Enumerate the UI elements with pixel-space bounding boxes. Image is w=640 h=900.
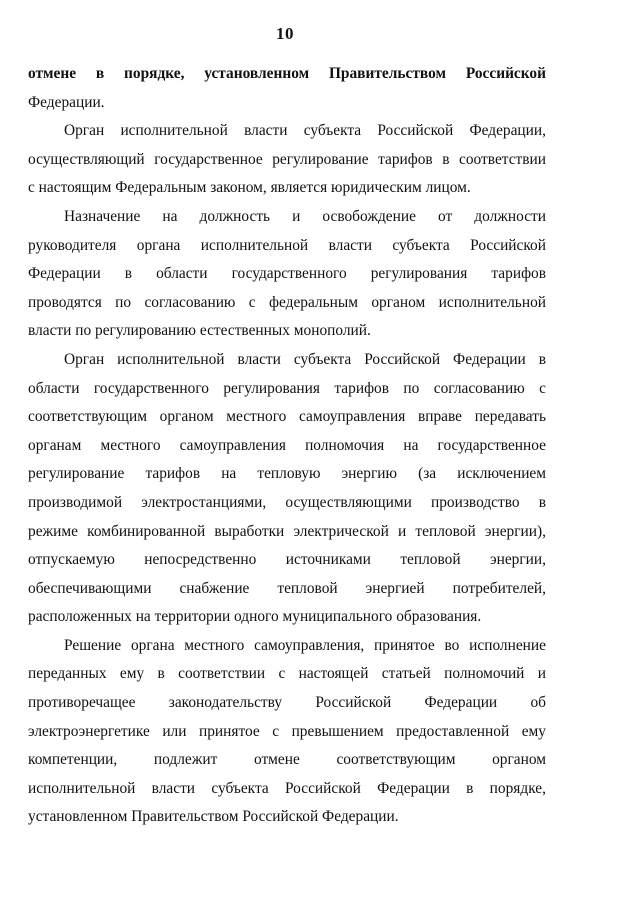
text-line: режиме комбинированной выработки электрической и тепловой энергии), [28, 522, 546, 540]
text-line: переданных ему в соответствии с настоящей статьей полномочий и [28, 665, 546, 683]
text-line: проводятся по согласованию с федеральным органом исполнительной [28, 293, 546, 311]
text-line: расположенных на территории одного муниципального образования. [28, 608, 482, 626]
text-line: органам местного самоуправления полномочия на государственное [28, 436, 546, 454]
text-line: Назначение на должность и освобождение от должности [64, 207, 546, 225]
page-number: 10 [276, 24, 294, 43]
text-line: Решение органа местного самоуправления, принятое во исполнение [64, 636, 546, 654]
paragraph-5 [28, 632, 546, 832]
paragraph-4 [28, 346, 546, 632]
text-line: руководителя органа исполнительной власти субъекта Российской [28, 236, 546, 254]
text-line: соответствующим органом местного самоуправления вправе передавать [28, 408, 546, 426]
text-line: исполнительной власти субъекта Российской Федерации в порядке, [28, 779, 546, 797]
text-line: отпускаемую непосредственно источниками тепловой энергии, [28, 551, 546, 569]
text-line: компетенции, подлежит отмене соответствующим органом [28, 751, 546, 769]
text-line: электроэнергетике или принятое с превышением предоставленной ему [28, 722, 546, 740]
text-line: регулирование тарифов на тепловую энергию (за исключением [28, 465, 546, 483]
text-line: с настоящим Федеральным законом, является юридическим лицом. [28, 179, 471, 197]
paragraph-3 [28, 203, 546, 346]
text-line: противоречащее законодательству Российской Федерации об [28, 694, 546, 712]
text-line: обеспечивающими снабжение тепловой энергией потребителей, [28, 579, 546, 597]
text-line: осуществляющий государственное регулирование тарифов в соответствии [28, 150, 546, 168]
text-line: Орган исполнительной власти субъекта Российской Федерации, [64, 122, 546, 140]
text-line: Орган исполнительной власти субъекта Российской Федерации в [64, 350, 546, 368]
text-line: производимой электростанциями, осуществляющими производство в [28, 493, 546, 511]
text-line: Федерации. [28, 93, 105, 111]
text-line: установленном Правительством Российской Федерации. [28, 808, 399, 826]
paragraph-2 [28, 117, 546, 203]
document-body [28, 60, 546, 832]
text-line: Федерации в области государственного регулирования тарифов [28, 265, 546, 283]
paragraph-1 [28, 60, 546, 117]
text-line: области государственного регулирования тарифов по согласованию с [28, 379, 546, 397]
text-line: отмене в порядке, установленном Правительством Российской [28, 65, 546, 82]
text-line: власти по регулированию естественных монополий. [28, 322, 371, 340]
